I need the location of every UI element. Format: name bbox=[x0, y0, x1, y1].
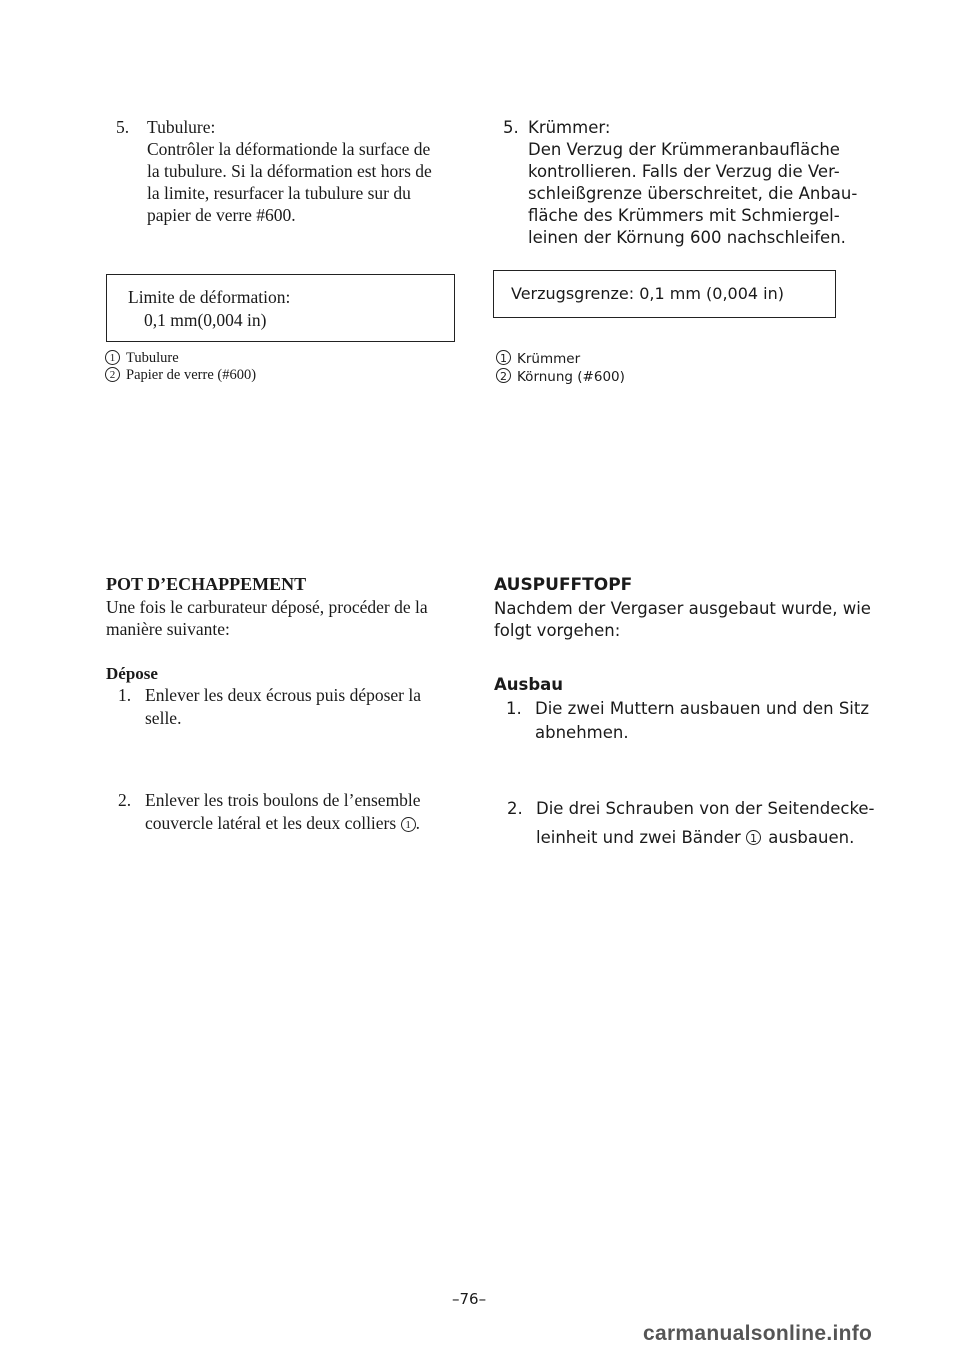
de-legend bbox=[496, 350, 625, 386]
de-step-text: leinheit und zwei Bänder bbox=[536, 828, 741, 847]
page-number: –76– bbox=[452, 1290, 487, 1308]
fr-step-text: Enlever les trois boulons de l’ensemble bbox=[145, 790, 421, 810]
de-section-heading: AUSPUFFTOPF bbox=[494, 575, 633, 595]
fr-tubulure-title: Tubulure: bbox=[147, 117, 216, 137]
de-kruemmer-title-line bbox=[503, 117, 840, 139]
de-limit-text: Verzugsgrenze: 0,1 mm (0,004 in) bbox=[511, 284, 784, 303]
de-kruemmer-line: fläche des Krümmers mit Schmiergel- bbox=[528, 206, 840, 225]
fr-tubulure-line: Contrôler la déformationde la surface de bbox=[147, 139, 431, 159]
de-step-line bbox=[536, 823, 875, 852]
fr-step-number: 1. bbox=[118, 685, 132, 705]
fr-step-text: Enlever les deux écrous puis déposer la bbox=[145, 685, 422, 705]
de-legend-item bbox=[496, 350, 625, 368]
de-kruemmer-line: schleißgrenze überschreitet, die Anbau- bbox=[528, 184, 858, 203]
fr-subheading: Dépose bbox=[106, 664, 158, 683]
de-kruemmer-title: Krümmer: bbox=[528, 118, 611, 137]
de-step-line bbox=[507, 794, 875, 823]
fr-step-2 bbox=[118, 789, 421, 835]
de-step-text: ausbauen. bbox=[768, 828, 855, 847]
de-step-text: abnehmen. bbox=[535, 723, 629, 742]
de-kruemmer-line: kontrollieren. Falls der Verzug die Ver- bbox=[528, 162, 840, 181]
de-intro bbox=[494, 598, 871, 642]
fr-limit-box bbox=[106, 274, 455, 342]
de-step-number: 1. bbox=[506, 699, 522, 718]
watermark: carmanualsonline.info bbox=[643, 1322, 873, 1345]
callout-number-icon: 1 bbox=[401, 817, 416, 832]
fr-step-number: 2. bbox=[118, 790, 132, 810]
fr-legend-text: Tubulure bbox=[126, 350, 179, 366]
fr-step-line bbox=[118, 789, 421, 812]
de-step-line bbox=[506, 697, 869, 721]
fr-tubulure-title-line bbox=[116, 116, 432, 138]
fr-intro bbox=[106, 596, 428, 640]
de-kruemmer-section bbox=[503, 117, 858, 249]
de-step-text: Die drei Schrauben von der Seitendecke- bbox=[536, 799, 875, 818]
callout-number-icon: 1 bbox=[746, 830, 761, 845]
callout-number-icon: 1 bbox=[105, 350, 120, 365]
fr-intro-line: Une fois le carburateur déposé, procéder de la bbox=[106, 597, 428, 617]
de-legend-text: Körnung (#600) bbox=[517, 369, 625, 385]
fr-step-text: . bbox=[415, 813, 420, 833]
fr-step-1 bbox=[118, 684, 421, 730]
fr-intro-line: manière suivante: bbox=[106, 619, 230, 639]
de-subheading: Ausbau bbox=[494, 675, 564, 694]
callout-number-icon: 1 bbox=[496, 350, 511, 365]
fr-legend-item bbox=[105, 367, 256, 384]
de-step-number: 5. bbox=[503, 118, 519, 137]
fr-tubulure-line: la limite, resurfacer la tubulure sur du bbox=[147, 183, 411, 203]
de-step-text: Die zwei Muttern ausbauen und den Sitz bbox=[535, 699, 870, 718]
de-intro-line: Nachdem der Vergaser ausgebaut wurde, wie bbox=[494, 599, 871, 618]
de-step-2 bbox=[507, 794, 875, 852]
de-limit-box bbox=[493, 270, 836, 318]
fr-limit-label: Limite de déformation: bbox=[128, 287, 291, 307]
de-step-number: 2. bbox=[507, 799, 523, 818]
fr-limit-value: 0,1 mm(0,004 in) bbox=[144, 310, 267, 330]
fr-legend bbox=[105, 350, 256, 384]
fr-tubulure-line: la tubulure. Si la déformation est hors de bbox=[147, 161, 432, 181]
fr-tubulure-line: papier de verre #600. bbox=[147, 205, 296, 225]
fr-step-line bbox=[145, 812, 421, 835]
fr-tubulure-section bbox=[116, 116, 432, 226]
de-legend-text: Krümmer bbox=[517, 351, 581, 367]
fr-step-text: selle. bbox=[145, 708, 182, 728]
fr-step-number: 5. bbox=[116, 117, 130, 137]
fr-legend-item bbox=[105, 350, 256, 367]
de-intro-line: folgt vorgehen: bbox=[494, 621, 621, 640]
de-kruemmer-line: leinen der Körnung 600 nachschleifen. bbox=[528, 228, 846, 247]
fr-section-heading: POT D’ECHAPPEMENT bbox=[106, 574, 307, 594]
de-kruemmer-line: Den Verzug der Krümmeranbaufläche bbox=[528, 140, 840, 159]
fr-step-line bbox=[118, 684, 421, 707]
callout-number-icon: 2 bbox=[105, 367, 120, 382]
fr-legend-text: Papier de verre (#600) bbox=[126, 367, 257, 383]
fr-step-text: couvercle latéral et les deux colliers bbox=[145, 813, 397, 833]
callout-number-icon: 2 bbox=[496, 368, 511, 383]
de-step-1 bbox=[506, 697, 869, 745]
de-kruemmer-body bbox=[528, 139, 858, 249]
fr-tubulure-body bbox=[147, 138, 432, 226]
de-legend-item bbox=[496, 368, 625, 386]
